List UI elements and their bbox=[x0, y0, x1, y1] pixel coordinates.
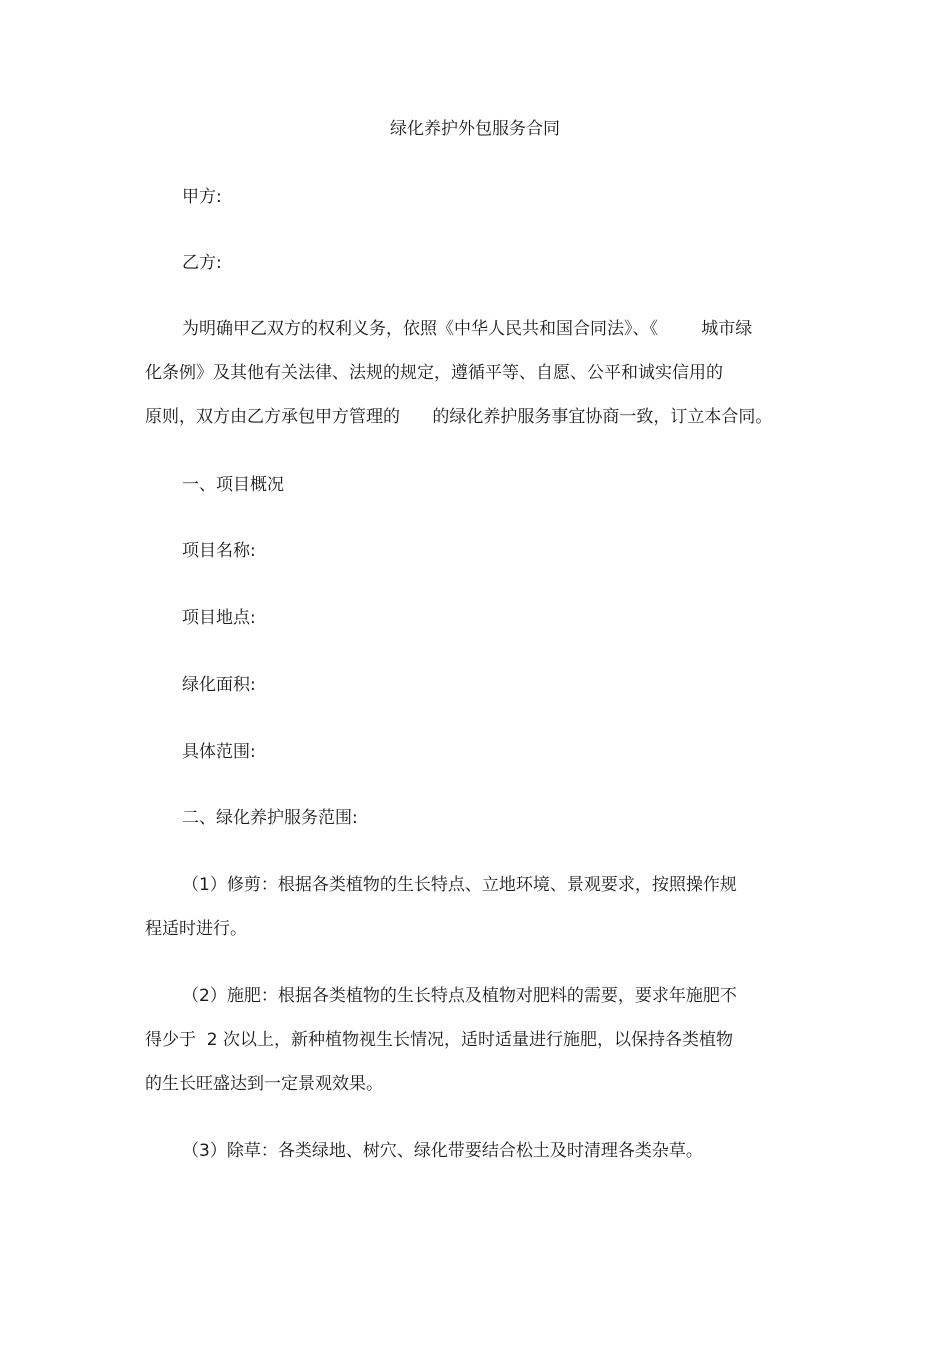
field-project-location: 项目地点: bbox=[182, 608, 256, 628]
service-item-line: （3）除草：各类绿地、树穴、绿化带要结合松土及时清理各类杂草。 bbox=[182, 1141, 703, 1161]
section1-heading: 一、项目概况 bbox=[182, 475, 284, 495]
party-a-label: 甲方: bbox=[182, 187, 222, 207]
preamble-line: 化条例》及其他有关法律、法规的规定，遵循平等、自愿、公平和诚实信用的 bbox=[145, 363, 723, 383]
field-green-area: 绿化面积: bbox=[182, 675, 256, 695]
preamble-line: 为明确甲乙双方的权利义务，依照《中华人民共和国合同法》、《 城市绿 bbox=[182, 319, 753, 339]
service-item-line: 的生长旺盛达到一定景观效果。 bbox=[145, 1074, 383, 1094]
service-item-line: （1）修剪：根据各类植物的生长特点、立地环境、景观要求，按照操作规 bbox=[182, 875, 737, 895]
party-b-label: 乙方: bbox=[182, 253, 222, 273]
preamble-line: 原则，双方由乙方承包甲方管理的 的绿化养护服务事宜协商一致，订立本合同。 bbox=[145, 407, 773, 427]
field-project-name: 项目名称: bbox=[182, 541, 256, 561]
service-item-line: （2）施肥：根据各类植物的生长特点及植物对肥料的需要，要求年施肥不 bbox=[182, 986, 737, 1006]
document-title: 绿化养护外包服务合同 bbox=[390, 119, 560, 139]
field-scope: 具体范围: bbox=[182, 742, 256, 762]
service-item-line: 程适时进行。 bbox=[145, 919, 247, 939]
section2-heading: 二、绿化养护服务范围: bbox=[182, 808, 358, 828]
service-item-line: 得少于 2 次以上，新种植物视生长情况，适时适量进行施肥，以保持各类植物 bbox=[145, 1030, 734, 1050]
